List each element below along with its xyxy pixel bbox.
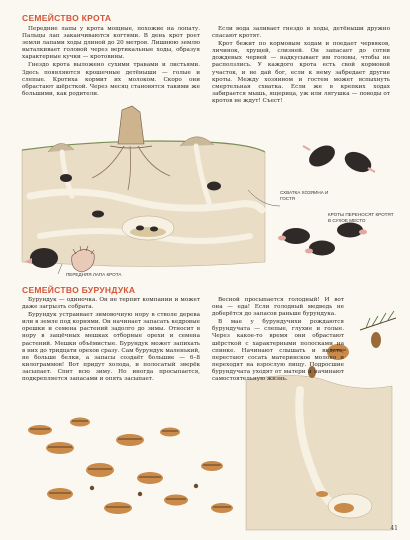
paragraph: Гнездо крота выложено сухими травами и листьями. Здесь появляются крошечные детёныши — голые и слепые. Кротиха кормит их молоком. Скоро они обрастают шёрсткой. Через месяц становятся такими же большими, как родители. — [22, 62, 200, 97]
mole-section-title: СЕМЕЙСТВО КРОТА — [22, 13, 112, 23]
caption-fight: СХВАТКА ХОЗЯИНА И ГОСТЯ — [280, 190, 329, 201]
chipmunk-right-column — [212, 297, 344, 384]
paragraph: Передние лапы у крота мощные, похожие на лопату. Пальцы лап заканчиваются когтями. В день крот роет земли лапами ходы длиной до 20 метров. Лишнюю землю выталкивает головой через вертикальные ходы, образуя характерные кучки — кротовины. — [22, 26, 200, 61]
chipmunk-section-title: СЕМЕЙСТВО БУРУНДУКА — [22, 285, 136, 295]
caption-move: КРОТЫ ПЕРЕНОСЯТ КРОТЯТ В СУХОЕ МЕСТО — [328, 212, 394, 223]
caption-paw: ПЕРЕДНЯЯ ЛАПА КРОТА — [66, 272, 122, 277]
chipmunks-scene — [28, 418, 233, 515]
chipmunk-left-column — [22, 297, 200, 384]
paragraph: В мае у бурундучихи рождаются бурундучата — слепые, глухие и голые. Через какое-то время они обрастают шёрсткой с характерными полосками на спинке. Начинают слышать и видеть, перестают сосать материнское молоко и переходят на взрослую пищу. Подросшие бурундучата уходят от матери и начинают самостоятельную жизнь. — [212, 319, 344, 383]
paragraph: Крот бежит по кормовым ходам и поедает червяков, личинок, хрущей, слизней. Он запасает до сотни дождевых червей — надкусывает им головы, чтобы не расползлись. У каждого крота есть свой кормовой участок, и не дай бог, если к нему забредает другие кроты. Между хозяином и гостем может вспыхнуть смертельная схватка. Если же в крепких ходах забирается мышь, ящерица, уж или лягушка — поводы от кротов не ждут! Съест! — [212, 41, 390, 104]
paragraph: Бурундук — одиночка. Он не терпит компании и может даже загрызть собрата. — [22, 297, 200, 311]
paragraph: Если вода заливает гнездо и ходы, детёныши дружно спасают кротят. — [212, 26, 390, 40]
page-number: 41 — [390, 525, 398, 532]
paragraph: Бурундук устраивает зимовочную нору в стволе дерева или в земле под корнями. Он начинает запасать кедровые орешки и семена растений задолго до зимы. Относит в нору в защёчных мешках отборные орехи и семена растений. Мешки объёмистые. Бурундук может запихать в них до тридцати орехов сразу. Сам бурундук маленький, не больше белки, а запасы создаёт большие — 6–8 килограммов! Вот придут холода, и полосатый зверёк засыпает. Спит всю зиму. Но иногда просыпается, подкрепляется запасами и опять засыпает. — [22, 312, 200, 383]
paragraph: Весной просыпается голодный! И вот она — еда! Если голодный медведь не доберётся до запасов раньше бурундука. — [212, 297, 344, 318]
